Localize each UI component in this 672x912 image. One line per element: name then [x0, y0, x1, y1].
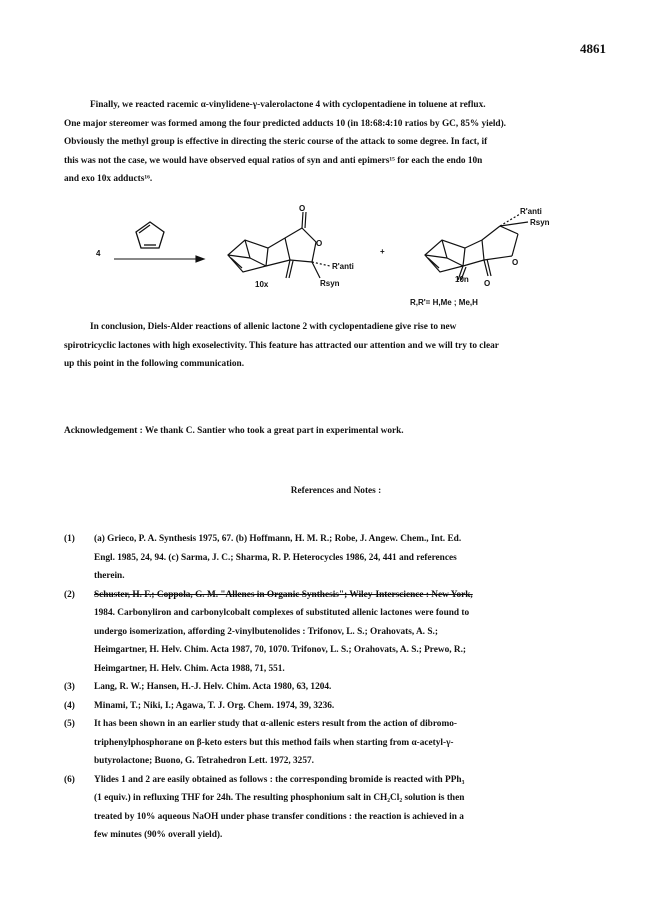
atom-o-10x-ring: O: [316, 239, 323, 248]
reference-line: Engl. 1985, 24, 94. (c) Sarma, J. C.; Sharma, R. P. Heterocycles 1986, 24, 441 and references: [94, 552, 457, 563]
reference-line: Lang, R. W.; Hansen, H.-J. Helv. Chim. Acta 1980, 63, 1204.: [94, 682, 332, 692]
text-line: In conclusion, Diels-Alder reactions of allenic lactone 2 with cyclopentadiene give rise to new: [90, 322, 457, 332]
reference-line: triphenylphosphorane on β-keto esters but this method fails when starting from α-acetyl-γ-: [94, 737, 454, 748]
paragraph-conclusion: [64, 318, 604, 374]
reference-number: (4): [64, 700, 75, 711]
reagent-label: 4: [96, 249, 101, 258]
substituent-legend: R,R'= H,Me ; Me,H: [410, 298, 478, 307]
atom-o-10x-carbonyl: O: [299, 204, 306, 213]
references-heading: References and Notes :: [290, 486, 382, 496]
reference-line: Ylides 1 and 2 are easily obtained as follows : the corresponding bromide is reacted with PPh₃: [94, 774, 465, 785]
text-line: spirotricyclic lactones with high exoselectivity. This feature has attracted our attention and we will try to clear: [64, 340, 499, 351]
cyclopentadiene-structure: [136, 222, 164, 248]
reference-number: (5): [64, 719, 75, 729]
reference-line: 1984. Carbonyliron and carbonylcobalt complexes of substituted allenic lactones were found to: [94, 608, 470, 618]
text-line: Obviously the methyl group is effective in directing the steric course of the attack to some degree. In fact, if: [64, 137, 488, 147]
reference-item: [64, 678, 609, 697]
reference-item: [64, 715, 609, 771]
reaction-scheme-drawing: [80, 200, 600, 310]
product-10x-structure: [228, 212, 330, 278]
reference-number: (3): [64, 682, 75, 692]
text-line: One major stereomer was formed among the four predicted adducts 10 (in 18:68:4:10 ratios by GC, 85% yield).: [64, 118, 506, 129]
text-line: up this point in the following communication.: [64, 359, 245, 369]
acknowledgement: Acknowledgement : We thank C. Santier who took a great part in experimental work.: [64, 426, 404, 436]
reference-item: [64, 530, 609, 586]
reference-item: [64, 697, 609, 716]
paragraph-finally: [64, 96, 604, 189]
substituent-r-syn-10x: Rsyn: [320, 279, 340, 288]
text-line: Finally, we reacted racemic α-vinylidene-γ-valerolactone 4 with cyclopentadiene in toluene at reflux.: [90, 100, 486, 110]
reference-item: [64, 771, 609, 845]
product-10x-label: 10x: [255, 280, 269, 289]
references-list: [64, 530, 609, 845]
reference-line: Heimgartner, H. Helv. Chim. Acta 1987, 70, 1070. Trifonov, L. S.; Orahovats, A. S.; Prewo, R.;: [94, 645, 467, 655]
reference-line: few minutes (90% overall yield).: [94, 830, 223, 840]
reference-line: butyrolactone; Buono, G. Tetrahedron Lett. 1972, 3257.: [94, 756, 314, 766]
reference-line: treated by 10% aqueous NaOH under phase transfer conditions : the reaction is achieved in a: [94, 811, 464, 822]
reference-number: (1): [64, 534, 75, 544]
reference-line: It has been shown in an earlier study that α-allenic esters result from the action of dibromo-: [94, 719, 457, 729]
substituent-r-syn-10n: Rsyn: [530, 218, 550, 227]
substituent-r-anti-10x: R'anti: [332, 262, 354, 271]
text-line: this was not the case, we would have observed equal ratios of syn and anti epimers¹⁵ for each the endo 10n: [64, 155, 483, 166]
atom-o-10n-carbonyl: O: [484, 279, 491, 288]
product-10n-structure: [425, 214, 528, 280]
reference-line: (1 equiv.) in refluxing THF for 24h. The resulting phosphonium salt in CH₂Cl₂ solution is then: [94, 793, 465, 803]
reference-number: (6): [64, 774, 75, 785]
substituent-r-anti-10n: R'anti: [520, 207, 542, 216]
text-line: and exo 10x adducts¹⁶.: [64, 174, 153, 184]
reference-item: [64, 586, 609, 679]
reference-line: Schuster, H. F.; Coppola, G. M. "Allenes in Organic Synthesis"; Wiley-Interscience : New York,: [94, 589, 473, 600]
atom-o-10n-ring: O: [512, 258, 519, 267]
page-number: 4861: [580, 41, 606, 56]
reference-line: (a) Grieco, P. A. Synthesis 1975, 67. (b) Hoffmann, H. M. R.; Robe, J. Angew. Chem., Int. Ed.: [94, 534, 462, 544]
reaction-scheme: [80, 200, 600, 310]
reference-line: therein.: [94, 571, 125, 581]
product-10n-label: 10n: [455, 275, 469, 284]
reference-number: (2): [64, 589, 75, 600]
reference-line: Heimgartner, H. Helv. Chim. Acta 1988, 71, 551.: [94, 663, 285, 674]
reference-line: Minami, T.; Niki, I.; Agawa, T. J. Org. Chem. 1974, 39, 3236.: [94, 700, 335, 711]
reference-line: undergo isomerization, affording 2-vinylbutenolides : Trifonov, L. S.; Orahovats, A. S.;: [94, 626, 438, 637]
reaction-arrow: [114, 256, 204, 262]
plus-sign: +: [380, 247, 385, 256]
